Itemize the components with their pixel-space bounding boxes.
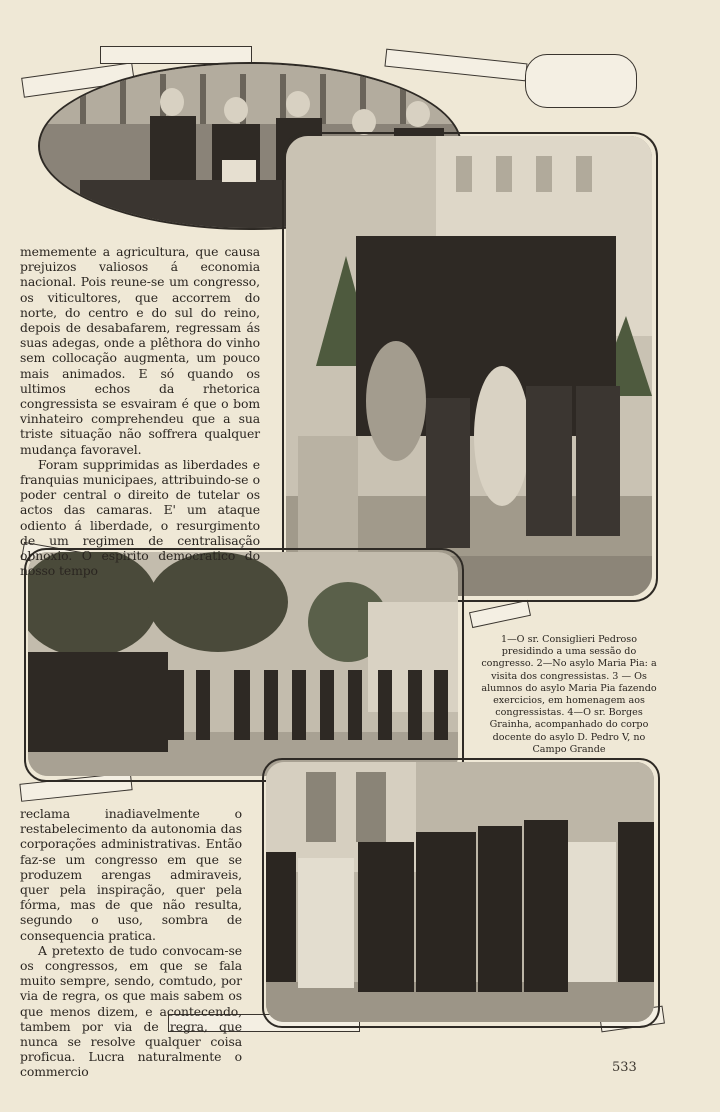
article-text-upper	[20, 244, 260, 578]
photo-teaching-staff	[266, 762, 654, 1022]
article-paragraph: mememente a agricultura, que causa prejuizos valiosos á economia nacional. Pois reune-se um congresso, os viticultores, que accorrem do norte, do centro e do sul do reino, depois de desabafarem, regressam ás suas adegas, onde a plêthora do vinho sem collocação augmenta, um pouco mais animados. E só quando os ultimos echos da rhetorica congressista se esvairam é que o bom vinhateiro comprehendeu que a sua triste situação não soffrera qualquer mudança favoravel.	[20, 244, 260, 457]
page-number: 533	[612, 1060, 637, 1075]
ornament-inkwell	[525, 54, 637, 108]
photo-asylum-visit	[286, 136, 652, 596]
photo-students-exercise	[28, 552, 458, 776]
article-paragraph: Foram supprimidas as liberdades e franquias municipaes, attribuindo-se o poder central o direito de tutelar os actos das camaras. E' um ataque odiento á liberdade, o resurgimento de um regimen de centralisação obnoxio. O espirito democratico do nosso tempo	[20, 456, 260, 579]
article-paragraph: A pretexto de tudo convocam-se os congressos, em que se fala muito sempre, sendo, comtudo, por via de regra, os que mais sabem os que menos dizem, e acontecendo, tambem por via de regra, que nunca se resolve qualquer coisa proficua. Lucra naturalmente o commercio	[20, 942, 242, 1080]
article-text-lower	[20, 806, 242, 1080]
photo-caption: 1—O sr. Consiglieri Pedroso presidindo a uma sessão do congresso. 2—No asylo Maria Pia: a visita dos congressistas. 3 — Os alumnos do asylo Maria Pia fazendo exercicios, em homenagem aos congressistas. 4—O sr. Borges Grainha, acompanhado do corpo docente do asylo D. Pedro V, no Campo Grande	[481, 634, 657, 755]
ornament-scroll-top-right	[384, 49, 527, 82]
article-paragraph: reclama inadiavelmente o restabelecimento da autonomia das corporações administrativas. Então faz-se um congresso em que se produzem arengas admiraveis, quer pela inspiração, quer pela fórma, mas de que não resulta, segundo o uso, sombra de consequencia pratica.	[20, 806, 242, 943]
ornament-scroll-right-middle	[469, 600, 531, 628]
ornament-scroll-top-middle	[100, 46, 252, 64]
